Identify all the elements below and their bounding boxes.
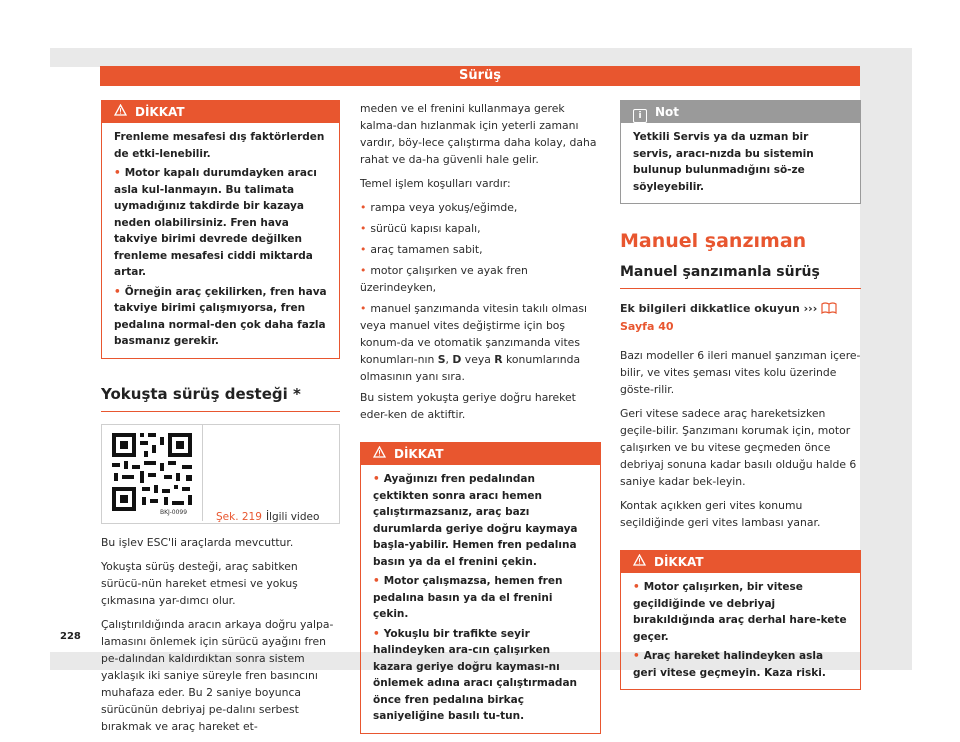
info-icon: i [633, 109, 647, 123]
warning-box-2 [360, 442, 601, 734]
page-reference-link[interactable]: Sayfa 40 [620, 320, 674, 333]
warning-item: • Motor kapalı durumdayken aracı asla kul-lanmayın. Bu talimata uymadığınız takdirde bir kazaya neden olabilirsiniz. Fren hava takviye birimi devrede değilken frenleme mesafesi ciddi miktarda artar. [114, 167, 317, 278]
list-item: • manuel şanzımanda vitesin takılı olması veya manuel vites değiştirme için boş konum-da ve otomatik şanzımanda vites konumları-nın S, D veya R konumlarında olmasının yanı sıra. [360, 302, 587, 383]
warning-triangle-icon [373, 443, 386, 465]
gear-d: D [452, 353, 462, 366]
note-header [621, 101, 860, 123]
figure-number: Şek. 219 [216, 510, 262, 523]
warning-title: DİKKAT [394, 447, 444, 461]
figure-219 [101, 424, 340, 524]
warning-header [102, 101, 339, 123]
bullet-icon: • [373, 575, 380, 587]
book-icon [821, 302, 837, 319]
column-3 [620, 100, 861, 690]
list-item: • motor çalışırken ve ayak fren üzerindeyken, [360, 264, 528, 294]
list-item: • araç tamamen sabit, [360, 243, 483, 256]
warning-triangle-icon [114, 101, 127, 123]
chapter-header: Sürüş [100, 66, 860, 86]
paragraph: Bu sistem yokuşta geriye doğru hareket eder-ken de aktiftir. [360, 391, 576, 421]
paragraph: meden ve el frenini kullanmaya gerek kalma-dan hızlanmak için yeterli zamanı vardır, böy-lece çalıştırma daha kolay, daha rahat ve da-ha güvenli hale gelir. [360, 102, 597, 166]
bullet-icon: • [373, 627, 380, 640]
bullet-icon: • [114, 285, 121, 298]
bullet-icon: • [360, 222, 367, 235]
warning-intro: Frenleme mesafesi dış faktörlerden de etki-lenebilir. [114, 131, 325, 160]
warning-item: • Ayağınızı fren pedalından çektikten sonra aracı hemen çalıştırmazsanız, araç bazı durumlarda geriye doğru kaymaya başla-yabilir. Hemen fren pedalına basın ya da el frenini çekin. [373, 473, 578, 568]
note-title: Not [655, 105, 680, 119]
warning-title: DİKKAT [654, 555, 704, 569]
paragraph: Geri vitese sadece araç hareketsizken geçile-bilir. Şanzımanı korumak için, motor çalışırken ve bu vitese geçmeden önce debriyaj sonuna kadar basılı olduğu halde 6 saniye kadar bek-leyin. [620, 407, 857, 488]
bullet-icon: • [360, 201, 367, 214]
qr-code[interactable] [102, 425, 203, 521]
section-title: Manuel şanzımanla sürüş [620, 264, 820, 280]
section-title: Yokuşta sürüş desteği * [101, 384, 301, 403]
paragraph: Çalıştırıldığında aracın arkaya doğru yalpa-lamasını önlemek için sürücü ayağını fren pe-dalından kaldırdıktan sonra sistem yaklaşık iki saniye süreyle fren basıncını muhafaza eder. Bu 2 saniye boyunca sürücünün debriyaj pe-dalını serbest bırakmak ve araç hareket et- [101, 617, 334, 733]
gear-s: S [437, 353, 446, 366]
bullet-icon: • [373, 473, 380, 485]
list-item: • rampa veya yokuş/eğimde, [360, 201, 518, 214]
warning-title: DİKKAT [135, 105, 185, 119]
warning-header [361, 443, 600, 465]
warning-item: • Motor çalışırken, bir vitese geçildiğinde ve debriyaj bırakıldığında araç derhal hare-kete geçer. [633, 581, 847, 643]
figure-code: BKJ-0099 [160, 508, 188, 516]
bullet-icon: • [114, 167, 121, 179]
warning-box-1 [101, 100, 340, 359]
figure-caption-text: İlgili video [265, 510, 320, 523]
warning-triangle-icon [633, 551, 646, 573]
column-1 [101, 100, 340, 742]
warning-item: • Araç hareket halindeyken asla geri vitese geçmeyin. Kaza riski. [633, 650, 826, 679]
page-number: 228 [60, 631, 81, 642]
paragraph: Bazı modeller 6 ileri manuel şanzıman içere-bilir, ve vites şeması vites kolu üzerinde göste-rilir. [620, 349, 861, 396]
paragraph: Yokuşta sürüş desteği, araç sabitken sürücü-nün hareket etmesi ve yokuş çıkmasına yar-dımcı olur. [101, 559, 298, 607]
chapter-title: Manuel şanzıman [620, 230, 807, 252]
reference-text: Ek bilgileri dikkatlice okuyun ››› [620, 302, 818, 315]
reference-line [620, 301, 861, 335]
warning-item: • Örneğin araç çekilirken, fren hava takviye birimi çalışmıyorsa, fren pedalına normal-den çok daha fazla basmanız gerekir. [114, 285, 327, 347]
bullet-icon: • [360, 264, 367, 277]
warning-item: • Motor çalışmazsa, hemen fren pedalına basın ya da el frenini çekin. [373, 575, 563, 620]
bullet-icon: • [360, 302, 367, 315]
conditions-list [360, 199, 601, 385]
figure-caption [216, 511, 319, 523]
note-text: Yetkili Servis ya da uzman bir servis, aracı-nızda bu sistemin bulunup bulunmadığını sö-ze söyleyebilir. [633, 131, 814, 193]
column-2 [360, 100, 601, 734]
bullet-icon: • [633, 581, 640, 593]
list-item: • sürücü kapısı kapalı, [360, 222, 481, 235]
warning-box-3 [620, 550, 861, 690]
warning-item: • Yokuşlu bir trafikte seyir halindeyken ara-cın çalışırken kazara geriye doğru kayması-nı önlemek adına aracı çalıştırmadan önce fren pedalına birkaç saniyeliğine basılı tu-tun. [373, 627, 578, 722]
note-box [620, 100, 861, 204]
warning-header [621, 551, 860, 573]
paragraph: Bu işlev ESC'li araçlarda mevcuttur. [101, 535, 294, 549]
bullet-icon: • [633, 650, 640, 662]
bullet-icon: • [360, 243, 367, 256]
paragraph: Kontak açıkken geri vites konumu seçildiğinde geri vites lambası yanar. [620, 499, 821, 529]
gear-r: R [494, 353, 503, 366]
conditions-title: Temel işlem koşulları vardır: [360, 177, 511, 190]
